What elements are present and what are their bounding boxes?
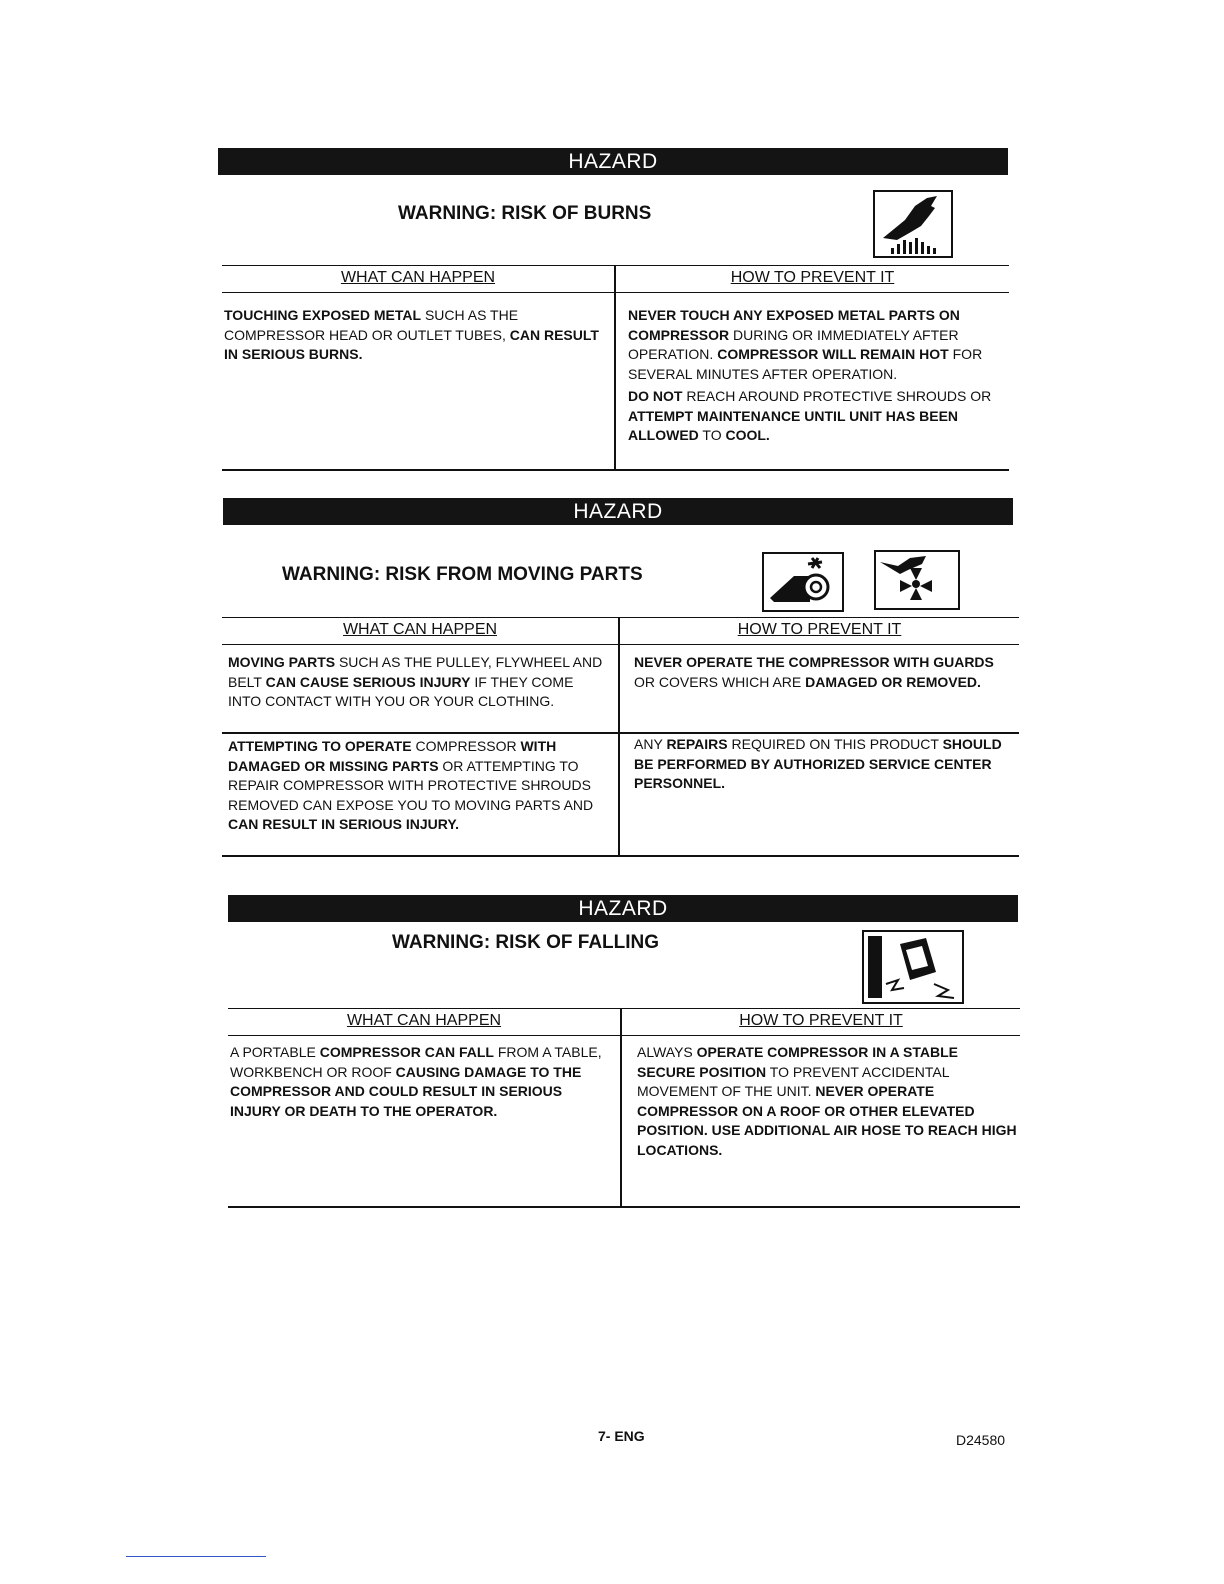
column-divider xyxy=(620,1008,622,1208)
bottom-rule xyxy=(126,1556,266,1557)
hazard-banner: HAZARD xyxy=(218,148,1008,175)
how-to-prevent-text: ALWAYS OPERATE COMPRESSOR IN A STABLE SECURE POSITION TO PREVENT ACCIDENTAL MOVEMENT OF THE UNIT. NEVER OPERATE COMPRESSOR ON A ROOF OR OTHER ELEVATED POSITION. USE ADDITIONAL AIR HOSE TO REACH HIGH LOCATIONS. xyxy=(637,1044,1017,1158)
how-to-prevent-text: NEVER OPERATE THE COMPRESSOR WITH GUARDS OR COVERS WHICH ARE DAMAGED OR REMOVED. xyxy=(634,654,994,690)
falling-table xyxy=(228,1008,1020,1208)
column-header-how-to-prevent: HOW TO PREVENT IT xyxy=(737,621,902,638)
how-to-prevent-text: NEVER TOUCH ANY EXPOSED METAL PARTS ON COMPRESSOR DURING OR IMMEDIATELY AFTER OPERATION. COMPRESSOR WILL REMAIN HOT FOR SEVERAL MINUTES AFTER OPERATION. DO NOT REACH AROUND PROTECTIVE SHROUDS OR ATTEMPT MAINTENANCE UNTIL UNIT HAS BEEN ALLOWED TO COOL. xyxy=(628,307,992,443)
warning-title: WARNING: RISK FROM MOVING PARTS xyxy=(282,564,643,585)
column-header-what-can-happen: WHAT CAN HAPPEN xyxy=(340,269,496,286)
warning-title: WARNING: RISK OF FALLING xyxy=(392,932,660,953)
column-header-what-can-happen: WHAT CAN HAPPEN xyxy=(342,621,498,638)
hazard-banner: HAZARD xyxy=(223,498,1013,525)
hazard-banner: HAZARD xyxy=(228,895,1018,922)
what-can-happen-text: ATTEMPTING TO OPERATE COMPRESSOR WITH DAMAGED OR MISSING PARTS OR ATTEMPTING TO REPAIR COMPRESSOR WITH PROTECTIVE SHROUDS REMOVED CAN EXPOSE YOU TO MOVING PARTS AND CAN RESULT IN SERIOUS INJURY. xyxy=(228,738,594,832)
document-code: D24580 xyxy=(956,1432,1006,1448)
how-to-prevent-text: ANY REPAIRS REQUIRED ON THIS PRODUCT SHOULD BE PERFORMED BY AUTHORIZED SERVICE CENTER PERSONNEL. xyxy=(634,736,1002,791)
page-number: 7- ENG xyxy=(598,1428,645,1444)
what-can-happen-text: MOVING PARTS SUCH AS THE PULLEY, FLYWHEEL AND BELT CAN CAUSE SERIOUS INJURY IF THEY COME INTO CONTACT WITH YOU OR YOUR CLOTHING. xyxy=(228,654,603,709)
what-can-happen-text: TOUCHING EXPOSED METAL SUCH AS THE COMPRESSOR HEAD OR OUTLET TUBES, CAN RESULT IN SERIOUS BURNS. xyxy=(224,307,599,362)
warning-title: WARNING: RISK OF BURNS xyxy=(398,203,652,224)
column-header-what-can-happen: WHAT CAN HAPPEN xyxy=(346,1012,502,1029)
column-header-how-to-prevent: HOW TO PREVENT IT xyxy=(739,1012,903,1029)
table-bottom-rule xyxy=(228,1206,1020,1208)
falling-compressor-icon xyxy=(862,930,964,1004)
what-can-happen-text: A PORTABLE COMPRESSOR CAN FALL FROM A TABLE, WORKBENCH OR ROOF CAUSING DAMAGE TO THE COMPRESSOR AND COULD RESULT IN SERIOUS INJURY OR DEATH TO THE OPERATOR. xyxy=(230,1044,602,1119)
column-header-how-to-prevent: HOW TO PREVENT IT xyxy=(730,269,895,286)
